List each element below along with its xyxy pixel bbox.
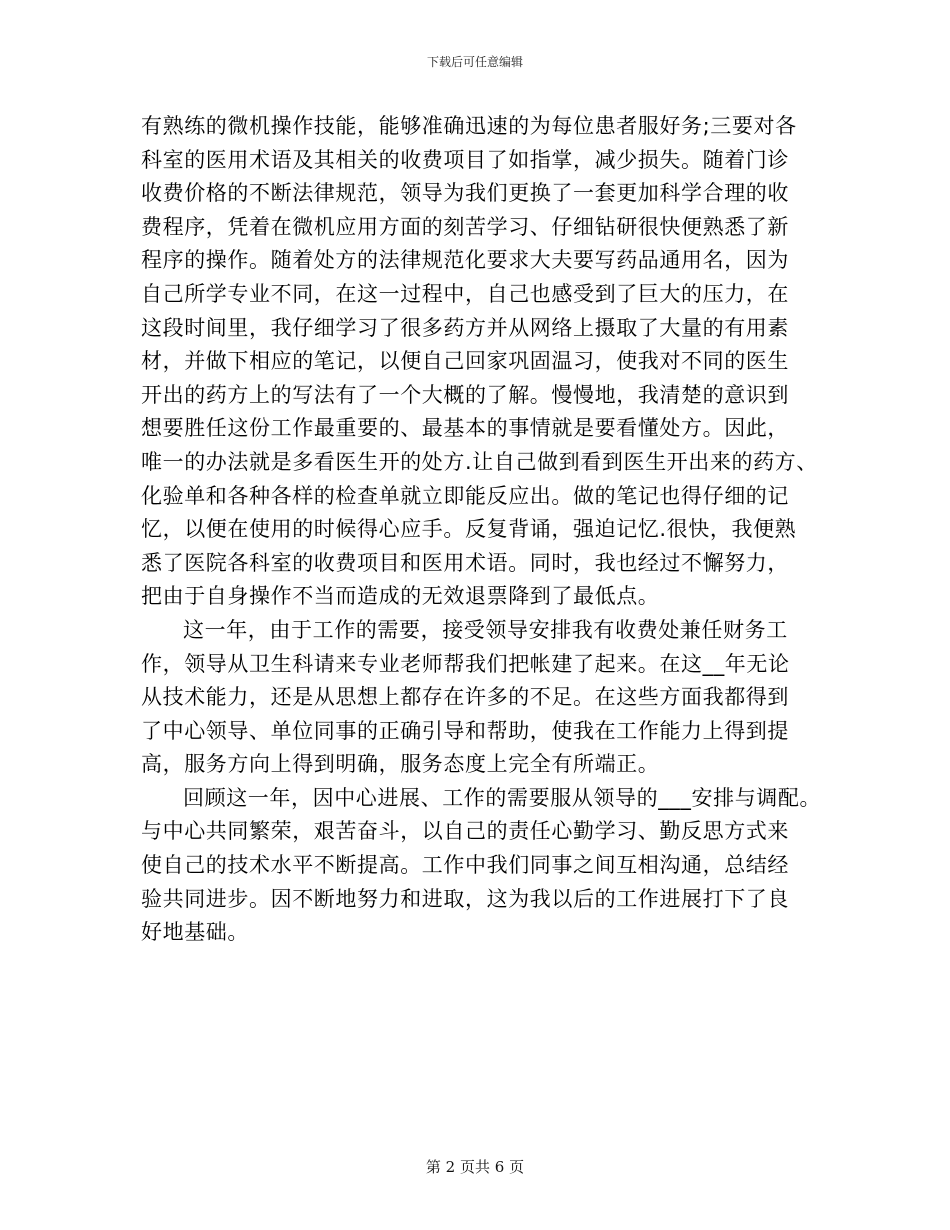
text-line: 材，并做下相应的笔记，以便自己回家巩固温习，使我对不同的医生 — [141, 349, 789, 374]
text-line: 想要胜任这份工作最重要的、最基本的事情就是要看懂处方。因此， — [141, 416, 789, 441]
text-line: 忆，以便在使用的时候得心应手。反复背诵，强迫记忆.很快，我便熟 — [141, 517, 797, 542]
text-line: 把由于自身操作不当而造成的无效退票降到了最低点。 — [141, 584, 660, 609]
text-line: 自己所学专业不同，在这一过程中，自己也感受到了巨大的压力，在 — [141, 281, 789, 306]
text-line: 与中心共同繁荣，艰苦奋斗，以自己的责任心勤学习、勤反思方式来 — [141, 819, 789, 844]
text-line: 有熟练的微机操作技能，能够准确迅速的为每位患者服好务;三要对各 — [141, 114, 797, 138]
text-line: 这段时间里，我仔细学习了很多药方并从网络上摄取了大量的有用素 — [141, 315, 789, 340]
text-line: 验共同进步。因不断地努力和进取，这为我以后的工作进展打下了良 — [141, 886, 789, 911]
text-line: 收费价格的不断法律规范，领导为我们更换了一套更加科学合理的收 — [141, 181, 789, 206]
document-body — [141, 110, 831, 950]
text-line: 好地基础。 — [141, 920, 249, 945]
page-number-footer: 第 2 页共 6 页 — [425, 1158, 525, 1176]
text-line: 了中心领导、单位同事的正确引导和帮助，使我在工作能力上得到提 — [141, 718, 789, 743]
text-line: 开出的药方上的写法有了一个大概的了解。慢慢地，我清楚的意识到 — [141, 382, 789, 407]
text-line: 高，服务方向上得到明确，服务态度上完全有所端正。 — [141, 752, 660, 777]
text-line: 费程序，凭着在微机应用方面的刻苦学习、仔细钻研很快便熟悉了新 — [141, 214, 789, 239]
text-line: 科室的医用术语及其相关的收费项目了如指掌，减少损失。随着门诊 — [141, 147, 789, 172]
page-header: 下载后可任意编辑 — [426, 55, 523, 69]
text-line: 程序的操作。随着处方的法律规范化要求大夫要写药品通用名，因为 — [141, 248, 789, 273]
paragraph-start-line: 回顾这一年，因中心进展、工作的需要服从领导的___安排与调配。 — [183, 785, 822, 810]
text-line: 悉了医院各科室的收费项目和医用术语。同时，我也经过不懈努力， — [141, 550, 789, 575]
text-line: 作，领导从卫生科请来专业老师帮我们把帐建了起来。在这__年无论 — [141, 651, 790, 676]
text-line: 化验单和各种各样的检查单就立即能反应出。做的笔记也得仔细的记 — [141, 483, 789, 508]
text-line: 从技术能力，还是从思想上都存在许多的不足。在这些方面我都得到 — [141, 685, 789, 710]
text-line: 使自己的技术水平不断提高。工作中我们同事之间互相沟通，总结经 — [141, 853, 789, 878]
paragraph-start-line: 这一年，由于工作的需要，接受领导安排我有收费处兼任财务工 — [183, 617, 788, 642]
text-line: 唯一的办法就是多看医生开的处方.让自己做到看到医生开出来的药方、 — [141, 449, 818, 474]
